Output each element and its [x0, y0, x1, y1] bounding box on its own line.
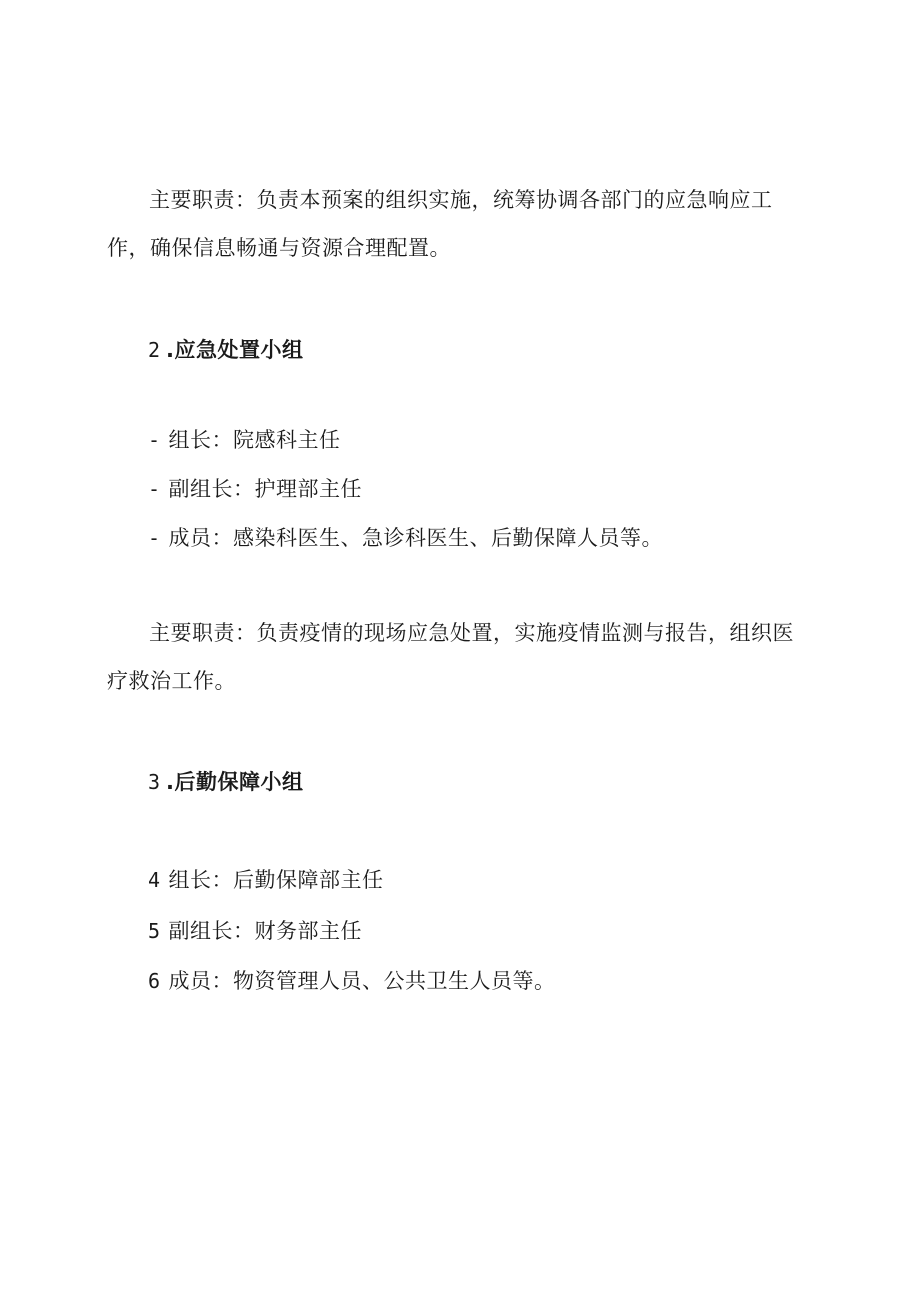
member-text: 组长：院感科主任	[168, 428, 341, 452]
section3-member-deputy	[148, 916, 362, 946]
section3-number: 3	[148, 770, 161, 794]
list-marker: 4	[148, 868, 161, 892]
member-text: 副组长：护理部主任	[168, 477, 363, 501]
section2-member-deputy	[148, 474, 362, 504]
section3-member-leader	[148, 865, 384, 895]
list-marker: -	[148, 526, 161, 550]
list-marker: 6	[148, 969, 161, 993]
section2-member-staff	[148, 523, 663, 553]
section2-duty-paragraph: 主要职责：负责疫情的现场应急处置，实施疫情监测与报告，组织医疗救治工作。	[107, 621, 794, 693]
section2-member-leader	[148, 425, 341, 455]
member-text: 组长：后勤保障部主任	[168, 868, 384, 892]
list-marker: -	[148, 477, 161, 501]
member-text: 副组长：财务部主任	[168, 919, 363, 943]
list-marker: -	[148, 428, 161, 452]
list-marker: 5	[148, 919, 161, 943]
section2-title: .应急处置小组	[166, 338, 304, 362]
member-text: 成员：感染科医生、急诊科医生、后勤保障人员等。	[168, 526, 664, 550]
section1-duty-paragraph: 主要职责：负责本预案的组织实施，统筹协调各部门的应急响应工作，确保信息畅通与资源合理配置。	[107, 188, 773, 260]
section3-title: .后勤保障小组	[166, 770, 304, 794]
section2-number: 2	[148, 338, 161, 362]
section3-member-staff	[148, 966, 556, 996]
section2-heading	[148, 335, 304, 365]
section3-heading	[148, 767, 304, 797]
member-text: 成员：物资管理人员、公共卫生人员等。	[168, 969, 556, 993]
